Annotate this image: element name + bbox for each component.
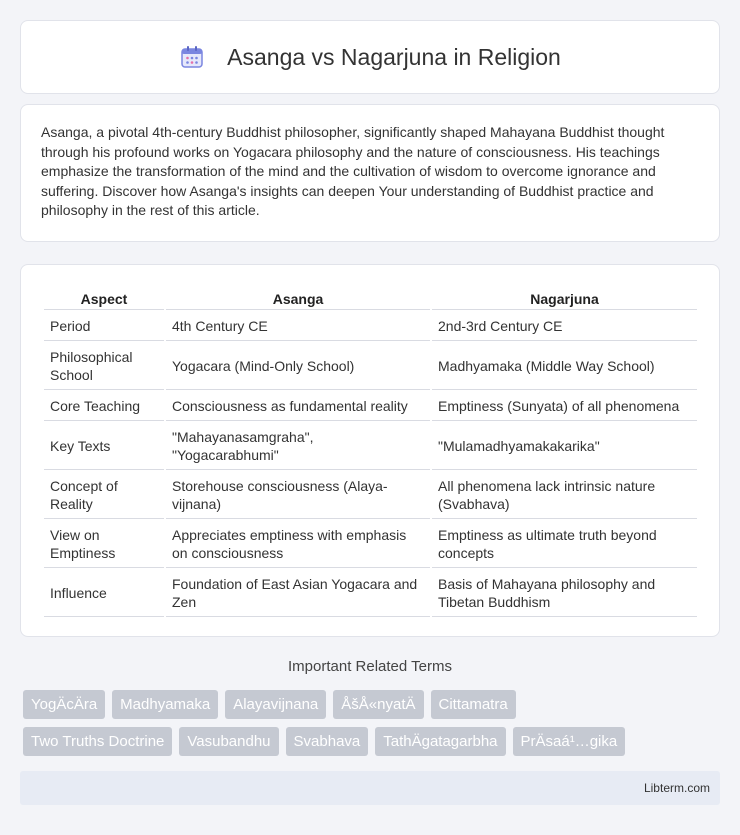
table-cell: Consciousness as fundamental reality <box>166 392 430 421</box>
table-cell: Influence <box>44 570 164 617</box>
calendar-icon <box>179 44 205 70</box>
table-cell: All phenomena lack intrinsic nature (Svabhava) <box>432 472 697 519</box>
table-row <box>44 570 697 617</box>
table-cell: Emptiness as ultimate truth beyond concepts <box>432 521 697 568</box>
table-cell: "Mahayanasamgraha", "Yogacarabhumi" <box>166 423 430 470</box>
table-cell: Period <box>44 312 164 341</box>
term-chip[interactable]: Two Truths Doctrine <box>23 727 172 756</box>
related-terms <box>23 690 723 764</box>
table-row <box>44 472 697 519</box>
table-row <box>44 423 697 470</box>
table-row <box>44 312 697 341</box>
footer <box>20 771 720 805</box>
page-title: Asanga vs Nagarjuna in Religion <box>227 43 561 70</box>
table-cell: Philosophical School <box>44 343 164 390</box>
term-chip[interactable]: YogÄcÄra <box>23 690 105 719</box>
intro-card <box>20 104 720 242</box>
table-row <box>44 343 697 390</box>
term-chip[interactable]: Alayavijnana <box>225 690 326 719</box>
table-cell: Key Texts <box>44 423 164 470</box>
related-terms-title: Important Related Terms <box>288 658 452 675</box>
table-header-row <box>44 287 697 310</box>
table-cell: Yogacara (Mind-Only School) <box>166 343 430 390</box>
intro-text: Asanga, a pivotal 4th-century Buddhist philosopher, significantly shaped Mahayana Buddhist thought through his profound works on Yogacara philosophy and the nature of consciousness. His teachings emphasize the transformation of the mind and the cultivation of wisdom to overcome ignorance and suffering. Discover how Asanga's insights can deepen Your understanding of Buddhist practice and philosophy in the rest of this article. <box>41 124 665 218</box>
table-cell: Emptiness (Sunyata) of all phenomena <box>432 392 697 421</box>
table-cell: Appreciates emptiness with emphasis on consciousness <box>166 521 430 568</box>
column-header-asanga: Asanga <box>166 287 430 310</box>
column-header-nagarjuna: Nagarjuna <box>432 287 697 310</box>
related-terms-row <box>23 727 723 756</box>
term-chip[interactable]: Madhyamaka <box>112 690 218 719</box>
table-cell: 4th Century CE <box>166 312 430 341</box>
table-cell: "Mulamadhyamakakarika" <box>432 423 697 470</box>
term-chip[interactable]: PrÄsaá¹…gika <box>513 727 626 756</box>
footer-site-link[interactable]: Libterm.com <box>643 781 710 795</box>
comparison-table <box>42 285 699 619</box>
table-row <box>44 521 697 568</box>
column-header-aspect: Aspect <box>44 287 164 310</box>
table-cell: Basis of Mahayana philosophy and Tibetan Buddhism <box>432 570 697 617</box>
table-cell: View on Emptiness <box>44 521 164 568</box>
term-chip[interactable]: Vasubandhu <box>179 727 278 756</box>
term-chip[interactable]: Svabhava <box>286 727 369 756</box>
term-chip[interactable]: ÅšÅ«nyatÄ <box>333 690 423 719</box>
term-chip[interactable]: TathÄgatagarbha <box>375 727 505 756</box>
term-chip[interactable]: Cittamatra <box>431 690 516 719</box>
title-card <box>20 20 720 94</box>
related-terms-row <box>23 690 723 719</box>
table-cell: Concept of Reality <box>44 472 164 519</box>
table-cell: 2nd-3rd Century CE <box>432 312 697 341</box>
table-cell: Storehouse consciousness (Alaya-vijnana) <box>166 472 430 519</box>
table-cell: Core Teaching <box>44 392 164 421</box>
table-cell: Foundation of East Asian Yogacara and Zen <box>166 570 430 617</box>
comparison-table-card <box>20 264 720 637</box>
table-cell: Madhyamaka (Middle Way School) <box>432 343 697 390</box>
table-row <box>44 392 697 421</box>
